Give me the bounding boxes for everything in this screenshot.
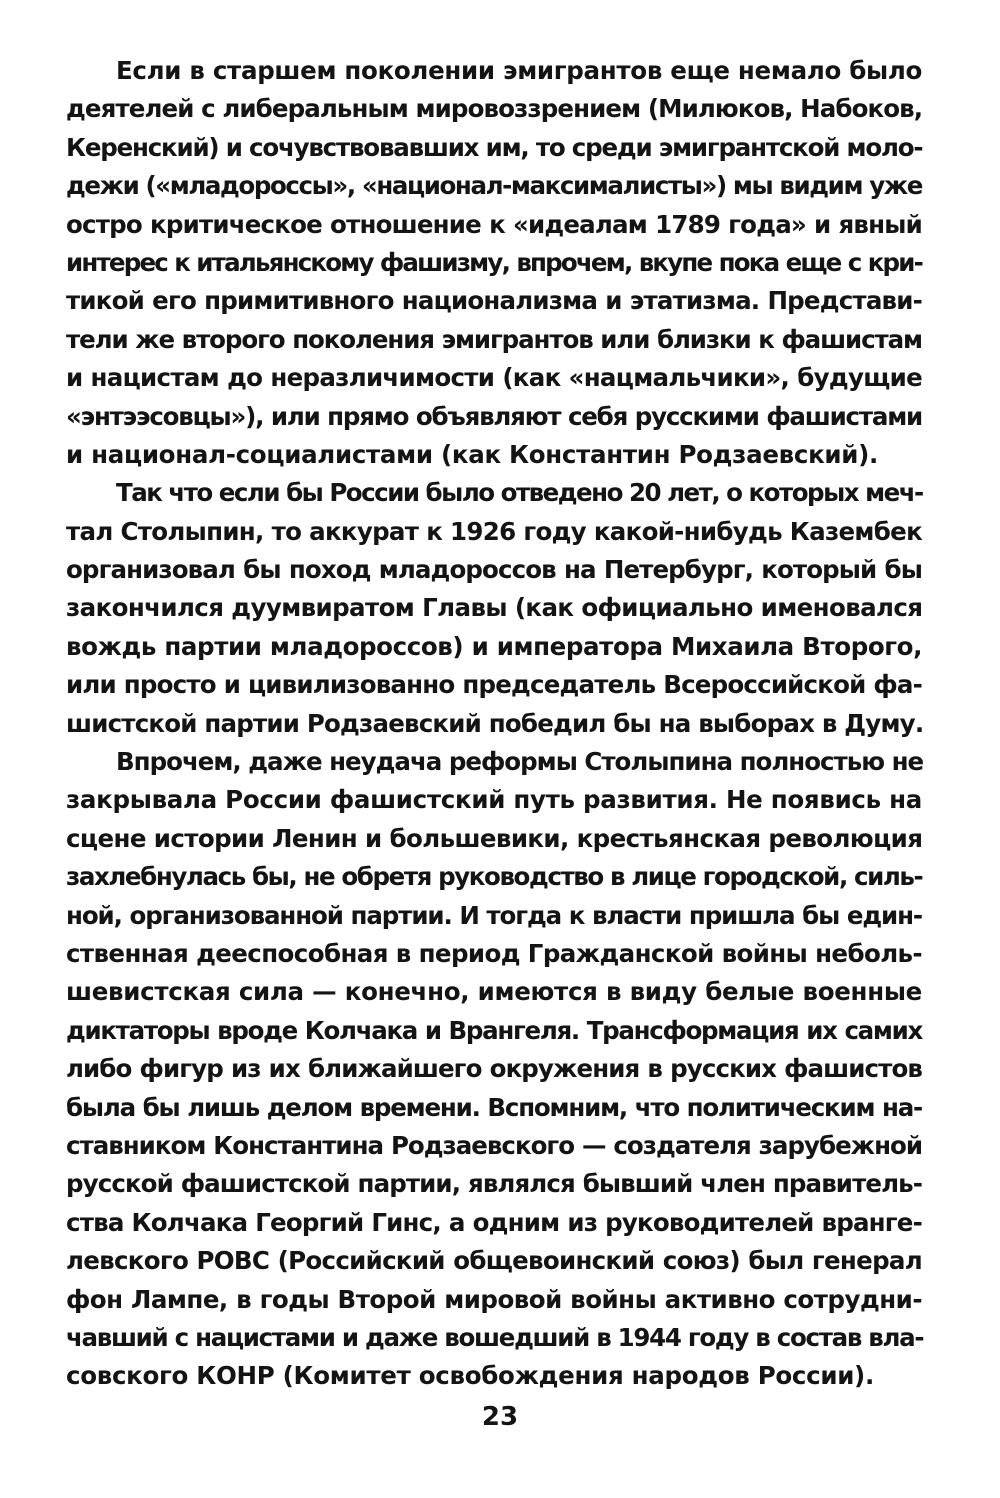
text-line: Керенский) и сочувствовавших им, то среди эмигрантской моло- (66, 132, 923, 162)
text-line: закрывала России фашистский путь развития. Не появись на (66, 785, 922, 815)
text-line: организовал бы поход младороссов на Петербург, который бы (66, 555, 922, 585)
text-line: закончился дуумвиратом Главы (как официально именовался (66, 593, 923, 623)
text-line: совского КОНР (Комитет освобождения народов России). (66, 1361, 874, 1391)
text-line: шевистская сила — конечно, имеются в виду белые военные (66, 977, 922, 1007)
text-line: тели же второго поколения эмигрантов или близки к фашистам (66, 324, 922, 354)
text-line: фон Лампе, в годы Второй мировой войны активно сотрудни- (66, 1284, 922, 1314)
text-line: русской фашистской партии, являлся бывший член правитель- (66, 1169, 922, 1199)
text-line: захлебнулась бы, не обретя руководство в лице городской, силь- (66, 862, 923, 892)
text-line: и национал-социалистами (как Константин Родзаевский). (66, 439, 879, 469)
paragraph-3 (66, 743, 922, 1396)
page-number: 23 (481, 1402, 519, 1432)
text-line: остро критическое отношение к «идеалам 1789 года» и явный (66, 209, 922, 239)
text-line: чавший с нацистами и даже вошедший в 1944 году в состав вла- (66, 1322, 924, 1352)
text-line: деятелей с либеральным мировоззрением (Милюков, Набоков, (66, 94, 923, 124)
text-line: Так что если бы России было отведено 20 лет, о которых меч- (116, 478, 923, 508)
text-line: сцене истории Ленин и большевики, крестьянская революция (66, 823, 923, 853)
text-line: «энтээсовцы»), или прямо объявляют себя русскими фашистами (66, 401, 922, 431)
text-line: тикой его примитивного национализма и этатизма. Представи- (66, 286, 922, 316)
text-line: была бы лишь делом времени. Вспомним, что политическим на- (66, 1092, 922, 1122)
text-line: Если в старшем поколении эмигрантов еще немало было (116, 56, 923, 85)
text-line: ной, организованной партии. И тогда к власти пришла бы един- (66, 900, 922, 930)
text-line: ставником Константина Родзаевского — создателя зарубежной (66, 1130, 922, 1160)
text-line: ства Колчака Георгий Гинс, а одним из руководителей вранге- (66, 1207, 922, 1237)
text-line: и нацистам до неразличимости (как «нацмальчики», будущие (66, 363, 922, 393)
text-line: либо фигур из их ближайшего окружения в русских фашистов (66, 1054, 922, 1084)
text-line: интерес к итальянскому фашизму, впрочем, вкупе пока еще с кри- (66, 247, 922, 277)
text-line: или просто и цивилизованно председатель Всероссийской фа- (66, 670, 922, 700)
paragraph-1 (66, 52, 922, 474)
text-line: ственная дееспособная в период Гражданской войны неболь- (66, 938, 922, 968)
text-line: тал Столыпин, то аккурат к 1926 году какой-нибудь Казембек (66, 516, 922, 546)
text-line: шистской партии Родзаевский победил бы на выборах в Думу. (66, 708, 924, 738)
text-line: левского РОВС (Российский общевоинский союз) был генерал (66, 1246, 922, 1276)
paragraph-2 (66, 474, 922, 743)
text-line: Впрочем, даже неудача реформы Столыпина полностью не (116, 747, 924, 777)
text-line: диктаторы вроде Колчака и Врангеля. Трансформация их самих (66, 1015, 922, 1045)
text-line: вождь партии младороссов) и императора Михаила Второго, (66, 631, 922, 661)
text-line: дежи («младороссы», «национал-максималисты») мы видим уже (66, 171, 922, 201)
body-text (66, 52, 922, 1396)
